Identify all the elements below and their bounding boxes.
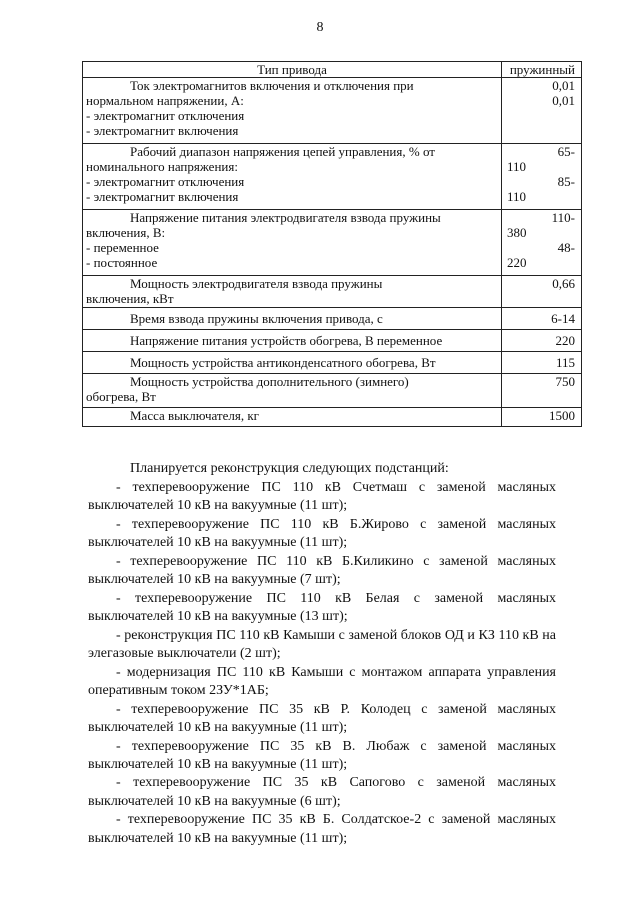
table-row bbox=[83, 408, 582, 427]
value-cell: 0,66 bbox=[502, 276, 582, 308]
param-cell: Ток электромагнитов включения и отключения при нормальном напряжении, А: - электромагнит отключения - электромагнит включения bbox=[83, 78, 502, 144]
param-cell: Масса выключателя, кг bbox=[83, 408, 502, 427]
table-row bbox=[83, 276, 582, 308]
list-item: - техперевооружение ПС 110 кВ Б.Жирово с заменой масляных выключателей 10 кВ на вакуумные (11 шт); bbox=[88, 517, 556, 551]
list-item: - техперевооружение ПС 110 кВ Б.Киликино с заменой масляных выключателей 10 кВ на вакуумные (7 шт); bbox=[88, 554, 556, 588]
param-cell: Мощность электродвигателя взвода пружины включения, кВт bbox=[83, 276, 502, 308]
header-param-cell: Тип привода bbox=[83, 62, 502, 78]
param-cell: Рабочий диапазон напряжения цепей управления, % от номинального напряжения: - электромагнит отключения - электромагнит включения bbox=[83, 144, 502, 210]
value-cell: 6-14 bbox=[502, 308, 582, 330]
reconstruction-list bbox=[88, 460, 556, 848]
value-cell: 220 bbox=[502, 330, 582, 352]
table-row bbox=[83, 330, 582, 352]
list-item: - техперевооружение ПС 110 кВ Белая с заменой масляных выключателей 10 кВ на вакуумные (13 шт); bbox=[88, 590, 556, 625]
param-cell: Время взвода пружины включения привода, с bbox=[83, 308, 502, 330]
specifications-table bbox=[82, 61, 582, 427]
table-row bbox=[83, 210, 582, 276]
table-row bbox=[83, 144, 582, 210]
table-header-row bbox=[83, 62, 582, 78]
param-cell: Напряжение питания устройств обогрева, В переменное bbox=[83, 330, 502, 352]
value-cell: 750 bbox=[502, 374, 582, 408]
list-item: - техперевооружение ПС 35 кВ Р. Колодец с заменой масляных выключателей 10 кВ на вакуумные (11 шт); bbox=[88, 701, 556, 735]
list-item: - техперевооружение ПС 35 кВ Сапогово с заменой масляных выключателей 10 кВ на вакуумные (6 шт); bbox=[88, 775, 556, 809]
param-cell: Мощность устройства антиконденсатного обогрева, Вт bbox=[83, 352, 502, 374]
param-cell: Напряжение питания электродвигателя взвода пружины включения, В: - переменное - постоянное bbox=[83, 210, 502, 276]
table-row bbox=[83, 352, 582, 374]
value-cell: 0,01 0,01 bbox=[502, 78, 582, 144]
page-number: 8 bbox=[316, 20, 324, 35]
table-row bbox=[83, 308, 582, 330]
table-row bbox=[83, 374, 582, 408]
value-cell: 65- 110 85- 110 bbox=[502, 144, 582, 210]
list-item: - техперевооружение ПС 110 кВ Счетмаш с заменой масляных выключателей 10 кВ на вакуумные (11 шт); bbox=[88, 480, 556, 514]
intro-paragraph: Планируется реконструкция следующих подстанций: bbox=[130, 461, 449, 476]
list-item: - реконструкция ПС 110 кВ Камыши с заменой блоков ОД и КЗ 110 кВ на элегазовые выключатели (2 шт); bbox=[88, 627, 556, 662]
list-item: - модернизация ПС 110 кВ Камыши с монтажом аппарата управления оперативным током 2ЗУ*1АБ; bbox=[88, 664, 556, 698]
value-cell: 115 bbox=[502, 352, 582, 374]
list-item: - техперевооружение ПС 35 кВ Б. Солдатское-2 с заменой масляных выключателей 10 кВ на вакуумные (11 шт); bbox=[88, 812, 556, 846]
param-cell: Мощность устройства дополнительного (зимнего) обогрева, Вт bbox=[83, 374, 502, 408]
table-row bbox=[83, 78, 582, 144]
list-item: - техперевооружение ПС 35 кВ В. Любаж с заменой масляных выключателей 10 кВ на вакуумные (11 шт); bbox=[88, 738, 556, 772]
header-value-cell: пружинный bbox=[502, 62, 582, 78]
value-cell: 1500 bbox=[502, 408, 582, 427]
value-cell: 110- 380 48- 220 bbox=[502, 210, 582, 276]
